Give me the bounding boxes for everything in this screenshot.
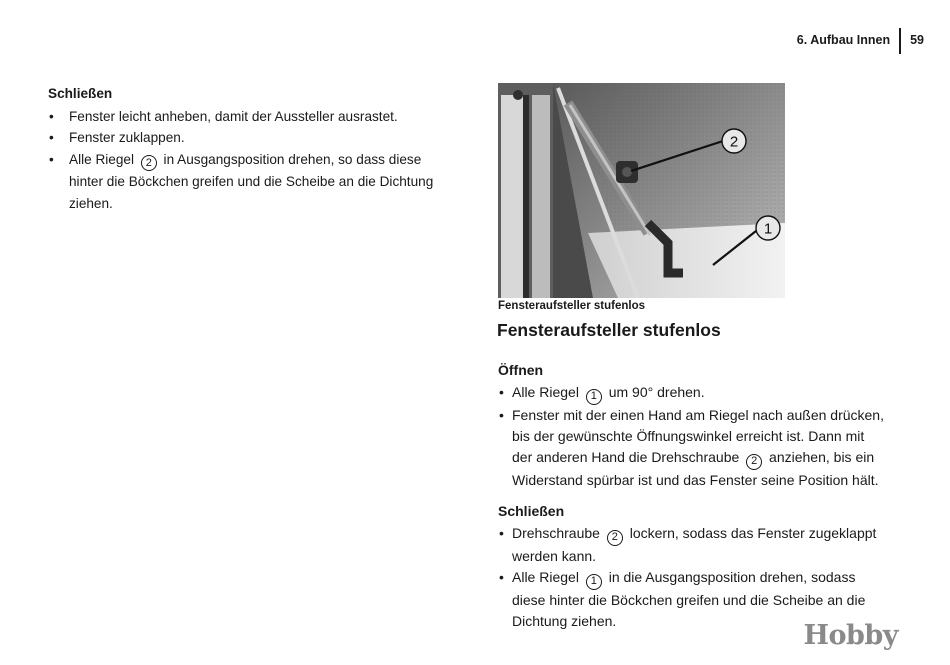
callout-number: 2 [607,530,623,546]
header-divider [899,28,901,54]
figure-caption: Fensteraufsteller stufenlos [498,300,645,312]
list-item-text: Fenster zuklappen. [69,130,185,145]
list-item [48,127,458,149]
list-item-text: anziehen, bis ein [769,449,875,466]
oeffnen-heading: Öffnen [498,362,544,378]
left-heading-schliessen: Schließen [48,86,113,101]
oeffnen-bullet-list [498,382,908,491]
list-item-text: in Ausgangsposition drehen, so dass diese [163,151,422,167]
list-item-text: bis der gewünschte Öffnungswinkel erreicht ist. Dann mit [512,428,865,445]
list-item [498,405,908,491]
list-item-text: lockern, sodass das Fenster zugeklappt [629,525,877,542]
callout-number: 1 [586,389,602,405]
callout-1-label: 1 [763,220,773,238]
list-item-text: der anderen Hand die Drehschraube [512,449,740,466]
list-item-text: in die Ausgangsposition drehen, sodass [608,569,856,586]
callout-number: 2 [746,454,762,470]
schliessen-block [498,501,908,632]
page-number: 59 [910,33,924,47]
schliessen-bullet-list [498,523,908,632]
callout-number: 2 [141,155,157,171]
left-column [48,83,458,214]
section-title: 6. Aufbau Innen [796,33,891,47]
oeffnen-block [498,360,908,491]
photo-illustration [498,83,785,298]
list-item [498,523,908,567]
window-stay-photo [498,83,785,298]
list-item-text: Dichtung ziehen. [512,612,617,629]
callout-2-label: 2 [729,133,739,151]
list-item [48,149,458,215]
list-item-text: um 90° drehen. [608,384,705,401]
schliessen-heading: Schließen [498,503,565,519]
list-item-text: Fenster mit der einen Hand am Riegel nach außen drücken, [512,406,884,423]
list-item-text: Alle Riegel [69,151,134,167]
list-item-text: diese hinter die Böckchen greifen und die Scheibe an die [512,591,866,608]
hobby-logo: Hobby [803,620,898,651]
list-item-text: Widerstand spürbar ist und das Fenster seine Position hält. [512,471,879,488]
list-item-text: Drehschraube [512,525,600,542]
list-item-text: Alle Riegel [512,569,579,586]
list-item [498,382,908,405]
list-item-text: werden kann. [512,547,597,564]
list-item-text: hinter die Böckchen greifen und die Scheibe an die Dichtung [69,174,434,189]
list-item-text: ziehen. [69,195,113,211]
list-item-text: Alle Riegel [512,384,579,401]
left-bullet-list [48,106,458,215]
callout-number: 1 [586,574,602,590]
list-item [48,106,458,128]
section-heading: Fensteraufsteller stufenlos [497,320,721,340]
list-item-text: Fenster leicht anheben, damit der Aussteller ausrastet. [69,108,398,124]
page-header [797,26,924,54]
